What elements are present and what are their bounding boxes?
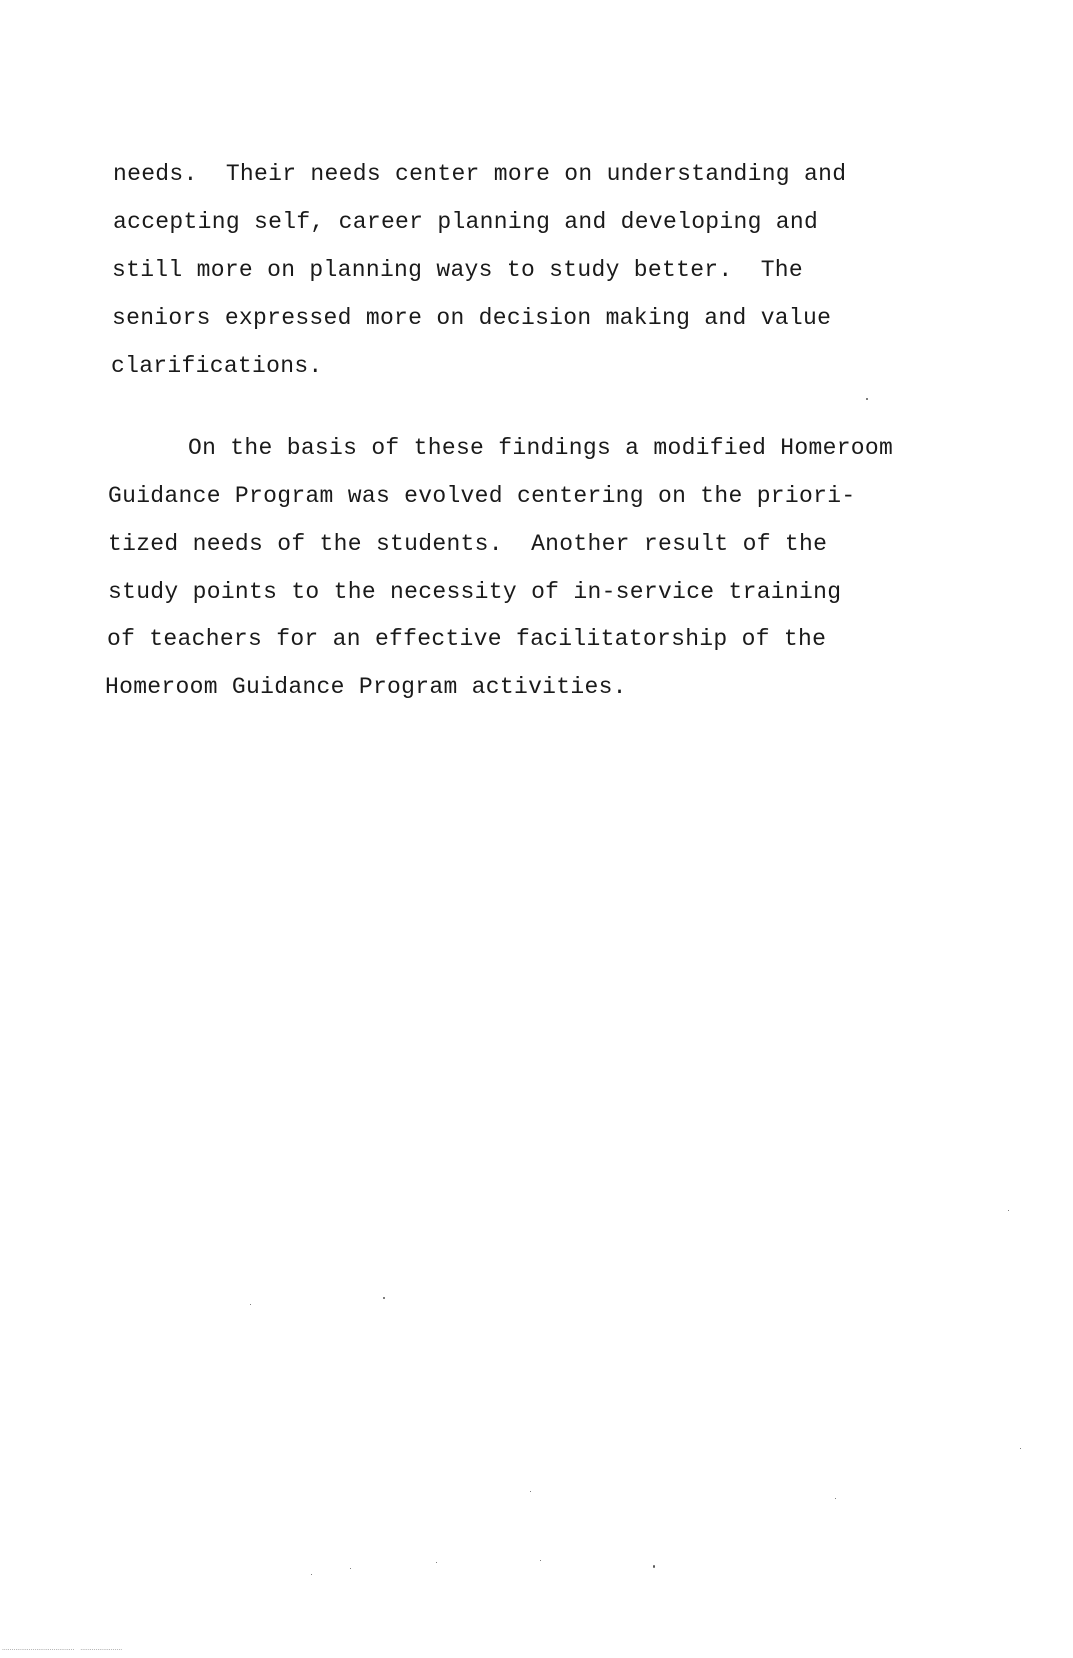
scanner-footer-stamp: ······································ ······················: [2, 1647, 123, 1654]
scan-speck: [311, 1574, 312, 1575]
scan-speck: [530, 1491, 531, 1492]
paragraph-1-line-4: seniors expressed more on decision making and value: [112, 305, 832, 331]
paragraph-1-line-5: clarifications.: [111, 353, 323, 379]
paragraph-1-line-3: still more on planning ways to study better. The: [112, 257, 804, 283]
scan-speck: [653, 1565, 655, 1568]
scan-speck: [540, 1560, 541, 1561]
scan-speck: [866, 398, 868, 400]
scan-speck: [835, 1498, 836, 1499]
paragraph-2-line-2: Guidance Program was evolved centering on the priori-: [108, 483, 856, 509]
paragraph-2-line-1: On the basis of these findings a modified Homeroom: [188, 435, 894, 461]
paragraph-1-line-2: accepting self, career planning and developing and: [113, 209, 819, 235]
paragraph-2-line-4: study points to the necessity of in-service training: [108, 579, 842, 605]
scan-speck: [1008, 1210, 1009, 1211]
paragraph-2-line-6: Homeroom Guidance Program activities.: [105, 674, 627, 700]
scan-speck: [350, 1568, 351, 1569]
scan-speck: [436, 1562, 437, 1563]
paragraph-2-line-5: of teachers for an effective facilitatorship of the: [107, 626, 827, 652]
scan-speck: [1020, 1448, 1021, 1449]
paragraph-1-line-1: needs. Their needs center more on understanding and: [113, 161, 847, 187]
scan-speck: [383, 1297, 385, 1299]
scan-speck: [250, 1304, 251, 1305]
paragraph-2-line-3: tized needs of the students. Another result of the: [108, 531, 828, 557]
